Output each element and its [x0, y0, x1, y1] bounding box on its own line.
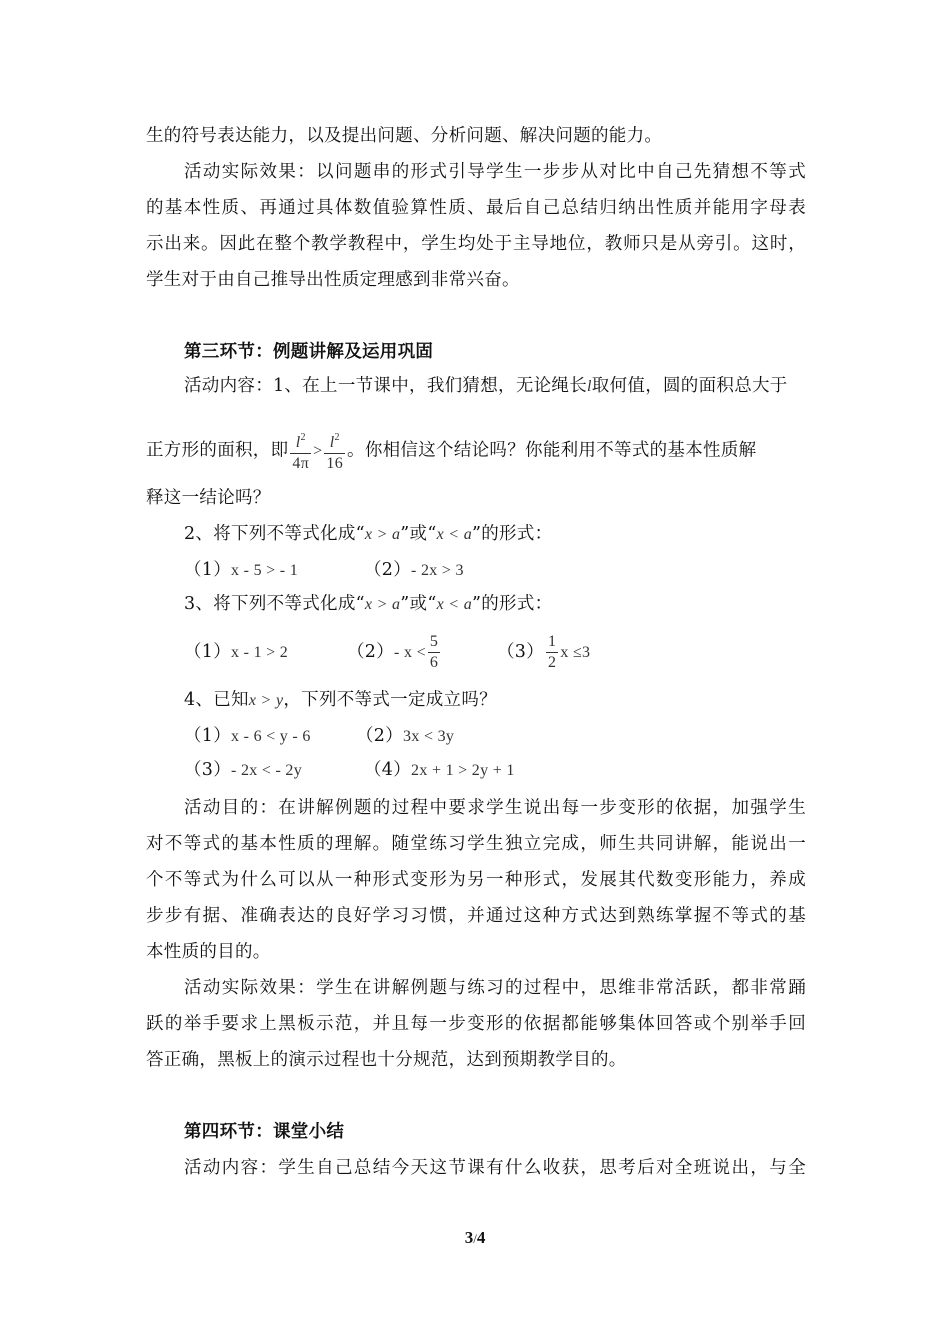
text-segment: 取何值，圆的面积总大于: [591, 376, 788, 396]
question-3-item: （3） $\frac{1}{2}$ x ≤3: [497, 633, 591, 671]
fraction-denominator: 4π: [292, 455, 310, 472]
paragraph-line: 跃的举手要求上黑板示范，并且每一步变形的依据都能够集体回答或个别举手回: [146, 1014, 806, 1034]
math-expression: - 2x > 3: [411, 562, 464, 579]
fraction: $\frac{l^2}{4\pi}$: [290, 428, 311, 474]
question-2-item: （2）- 2x > 3: [364, 560, 464, 580]
text-segment: 。你相信这个结论吗？你能利用不等式的基本性质解: [347, 440, 757, 461]
page-number: 3/4: [464, 1228, 486, 1247]
math-expression: 3x < 3y: [403, 728, 455, 745]
math-expression: x < a: [436, 596, 472, 613]
math-expression: x - 5 > - 1: [231, 562, 299, 579]
question-2-item: （1）x - 5 > - 1: [184, 560, 299, 580]
math-expression: x < a: [436, 526, 472, 543]
paragraph-line: 的基本性质、再通过具体数值验算性质、最后自己总结归纳出性质并能用字母表: [146, 198, 806, 218]
text-segment: 正方形的面积，即: [146, 440, 289, 461]
math-expression: x ≤3: [560, 644, 591, 661]
paragraph-line: 步步有据、准确表达的良好学习习惯，并通过这种方式达到熟练掌握不等式的基: [146, 906, 806, 926]
question-4: 4、已知x > y，下列不等式一定成立吗？: [184, 690, 497, 710]
inequality-line: [146, 428, 756, 474]
paragraph-line: 示出来。因此在整个教学教程中，学生均处于主导地位，教师只是从旁引。这时，: [146, 234, 806, 254]
question-4-item: （4）2x + 1 > 2y + 1: [364, 760, 515, 780]
math-expression: x > a: [364, 526, 401, 543]
fraction: $\frac{5}{6}$: [429, 633, 439, 671]
paragraph-line: 释这一结论吗？: [146, 488, 271, 508]
fraction-denominator: 16: [326, 455, 344, 472]
math-expression: x > y: [248, 692, 284, 709]
math-variable: l: [587, 378, 592, 395]
question-3-item: （1）x - 1 > 2: [184, 642, 289, 662]
paragraph-line: 学生对于由自己推导出性质定理感到非常兴奋。: [146, 270, 520, 290]
activity-content-line: [184, 374, 788, 399]
fraction: $\frac{l^2}{16}$: [324, 428, 345, 474]
math-expression: 2x + 1 > 2y + 1: [411, 762, 515, 779]
paragraph-line: 活动内容：学生自己总结今天这节课有什么收获，思考后对全班说出，与全: [184, 1158, 806, 1178]
question-2: 2、将下列不等式化成“x > a”或“x < a”的形式：: [184, 524, 553, 544]
question-4-item: （2）3x < 3y: [356, 726, 455, 746]
paragraph-line: 个不等式为什么可以从一种形式变形为另一种形式，发展其代数变形能力，养成: [146, 870, 806, 890]
question-4-item: （3）- 2x < - 2y: [184, 760, 303, 780]
math-expression: x > a: [364, 596, 401, 613]
math-expression: x - 6 < y - 6: [231, 728, 311, 745]
paragraph-line: 答正确，黑板上的演示过程也十分规范，达到预期教学目的。: [146, 1050, 627, 1070]
paragraph-line: 活动实际效果：学生在讲解例题与练习的过程中，思维非常活跃，都非常踊: [184, 978, 806, 998]
section-heading: 第三环节：例题讲解及运用巩固: [184, 342, 434, 362]
question-4-item: （1）x - 6 < y - 6: [184, 726, 311, 746]
paragraph-line: 生的符号表达能力，以及提出问题、分析问题、解决问题的能力。: [146, 126, 663, 146]
math-operator: >: [313, 442, 323, 460]
paragraph-line: 活动目的：在讲解例题的过程中要求学生说出每一步变形的依据，加强学生: [184, 798, 806, 818]
paragraph-line: 对不等式的基本性质的理解。随堂练习学生独立完成，师生共同讲解，能说出一: [146, 834, 806, 854]
math-expression: - x <: [394, 644, 426, 661]
paragraph-line: 本性质的目的。: [146, 942, 271, 962]
question-3-item: （2）- x < $\frac{5}{6}$: [347, 633, 439, 671]
math-expression: x - 1 > 2: [231, 644, 289, 661]
text-segment: 活动内容：1、在上一节课中，我们猜想，无论绳长: [184, 376, 588, 396]
fraction: $\frac{1}{2}$: [548, 633, 557, 671]
section-heading: 第四环节：课堂小结: [184, 1122, 345, 1142]
question-3: 3、将下列不等式化成“x > a”或“x < a”的形式：: [184, 594, 553, 614]
paragraph-line: 活动实际效果：以问题串的形式引导学生一步步从对比中自己先猜想不等式: [184, 162, 806, 182]
math-expression: - 2x < - 2y: [231, 762, 303, 779]
